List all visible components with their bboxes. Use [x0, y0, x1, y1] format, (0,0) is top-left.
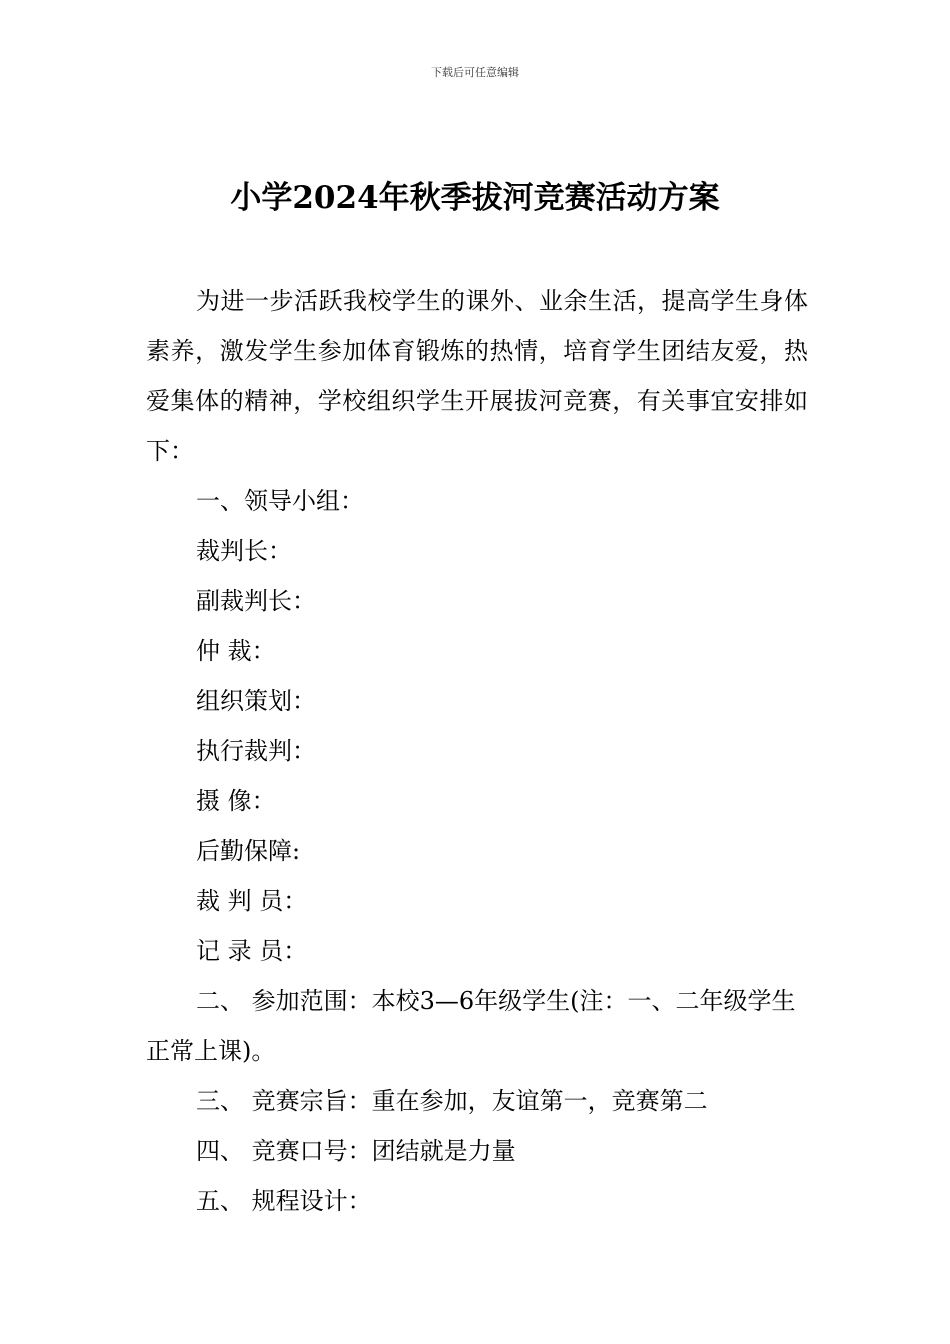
intro-paragraph: 为进一步活跃我校学生的课外、业余生活，提高学生身体素养，激发学生参加体育锻炼的热情，培育学生团结友爱，热爱集体的精神，学校组织学生开展拔河竞赛，有关事宜安排如下： [146, 287, 808, 465]
role-referees: 裁 判 员： [196, 887, 308, 915]
document-body [146, 276, 808, 1226]
header-note: 下载后可任意编辑 [431, 66, 519, 79]
section-purpose: 三、 竞赛宗旨：重在参加，友谊第一，竞赛第二 [196, 1087, 708, 1115]
role-organizer: 组织策划： [196, 687, 316, 715]
section-rules: 五、 规程设计： [196, 1187, 372, 1215]
role-chief-referee: 裁判长： [196, 537, 292, 565]
role-recorders: 记 录 员： [196, 937, 308, 965]
role-executive-referee: 执行裁判： [196, 737, 316, 765]
section-leadership: 一、领导小组： [196, 487, 364, 515]
section-scope: 二、 参加范围：本校3—6年级学生(注：一、二年级学生正常上课)。 [146, 987, 796, 1065]
role-deputy-chief-referee: 副裁判长： [196, 587, 316, 615]
document-title: 小学2024年秋季拔河竞赛活动方案 [230, 180, 720, 216]
role-arbitration: 仲 裁： [196, 637, 276, 665]
section-slogan: 四、 竞赛口号：团结就是力量 [196, 1137, 516, 1165]
role-photography: 摄 像： [196, 787, 276, 815]
role-logistics: 后勤保障: [196, 837, 301, 865]
